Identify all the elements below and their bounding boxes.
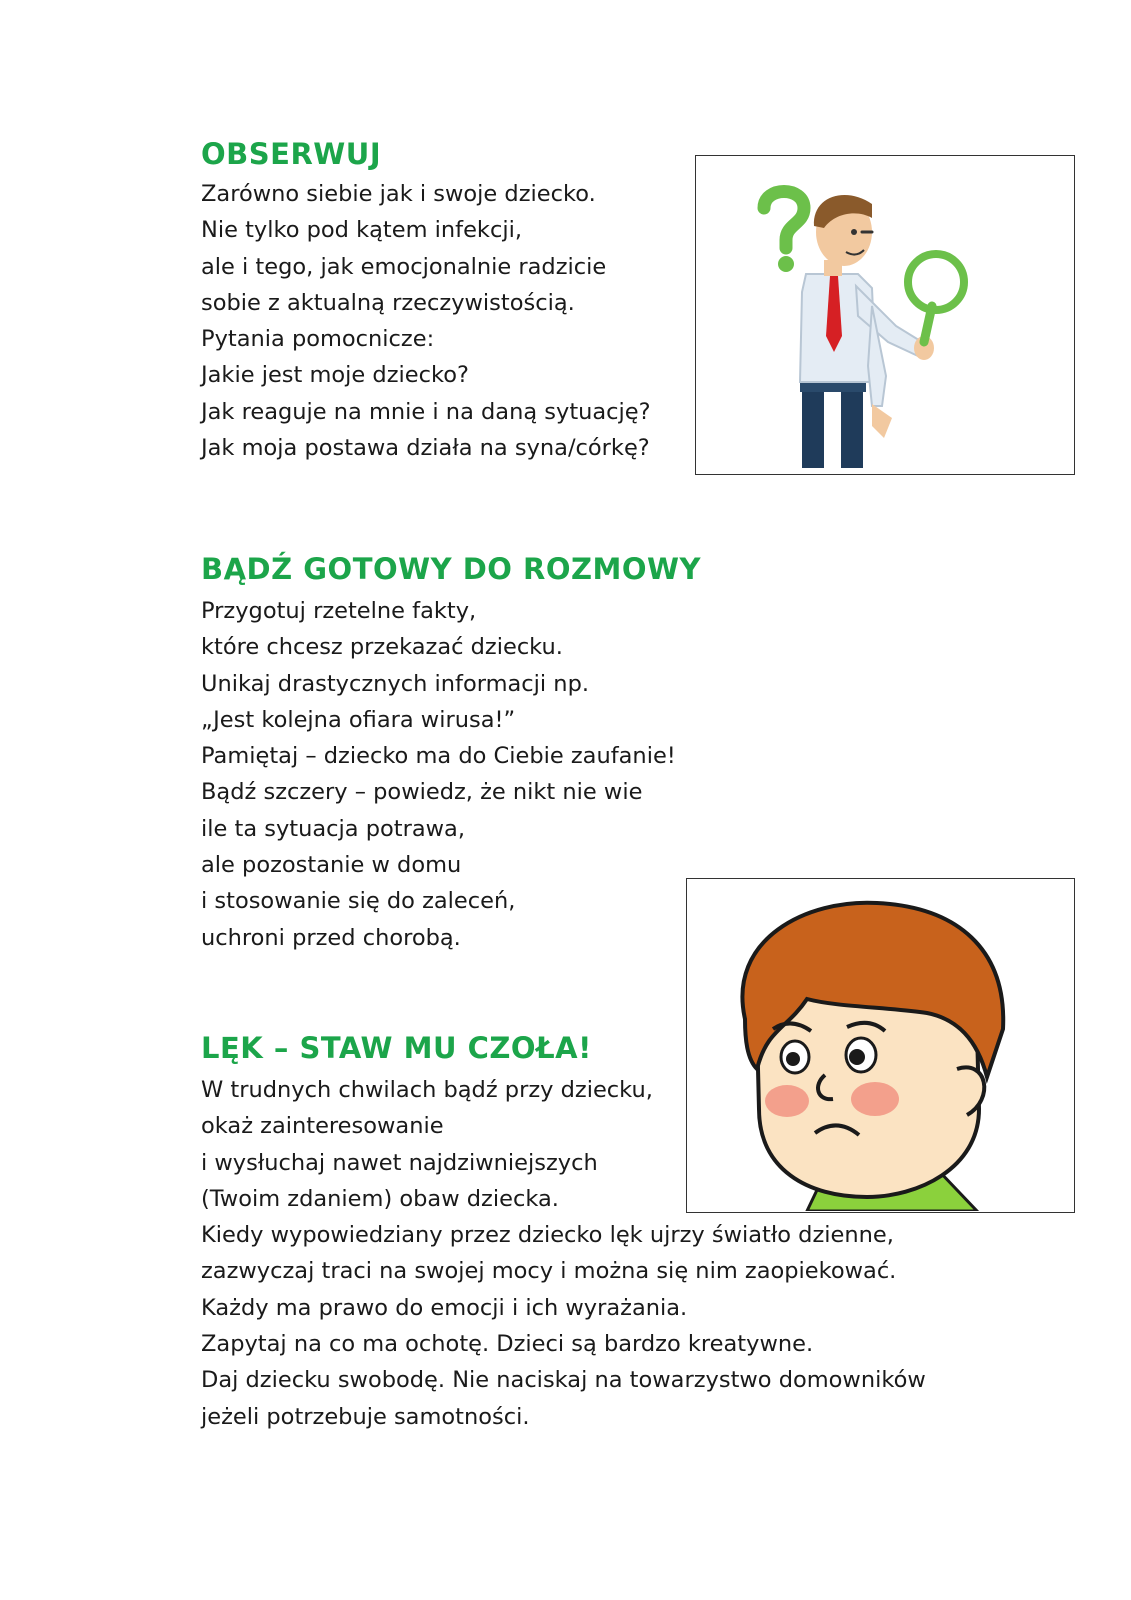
- text-line: ale pozostanie w domu: [201, 852, 462, 879]
- text-line: W trudnych chwilach bądź przy dziecku,: [201, 1077, 653, 1103]
- text-line: okaż zainteresowanie: [201, 1113, 444, 1140]
- section-heading-observe: OBSERWUJ: [201, 137, 382, 171]
- text-line: jeżeli potrzebuje samotności.: [201, 1403, 530, 1430]
- text-line: i stosowanie się do zaleceń,: [201, 888, 516, 915]
- text-line: Nie tylko pod kątem infekcji,: [201, 217, 522, 244]
- text-line: Pytania pomocnicze:: [201, 326, 435, 353]
- text-line: i wysłuchaj nawet najdziwniejszych: [201, 1149, 598, 1176]
- text-line: ile ta sytuacja potrawa,: [201, 815, 465, 842]
- section-text-fear: [201, 1072, 926, 1435]
- text-line: Kiedy wypowiedziany przez dziecko lęk ujrzy światło dzienne,: [201, 1222, 894, 1249]
- text-line: Jak reaguje na mnie i na daną sytuację?: [201, 398, 651, 425]
- text-line: sobie z aktualną rzeczywistością.: [201, 289, 575, 316]
- text-line: zazwyczaj traci na swojej mocy i można się nim zaopiekować.: [201, 1258, 897, 1285]
- text-line: Zapytaj na co ma ochotę. Dzieci są bardzo kreatywne.: [201, 1331, 814, 1358]
- text-line: które chcesz przekazać dziecku.: [201, 634, 563, 661]
- text-line: uchroni przed chorobą.: [201, 924, 461, 951]
- text-line: Zarówno siebie jak i swoje dziecko.: [201, 181, 596, 207]
- text-line: (Twoim zdaniem) obaw dziecka.: [201, 1185, 559, 1212]
- man-with-magnifier-icon: [696, 156, 1073, 473]
- illustration-man-magnifier: [695, 155, 1075, 475]
- section-text-conversation: [201, 593, 676, 956]
- text-line: Jakie jest moje dziecko?: [201, 362, 469, 389]
- text-line: Daj dziecku swobodę. Nie naciskaj na towarzystwo domowników: [201, 1367, 926, 1394]
- text-line: Jak moja postawa działa na syna/córkę?: [201, 435, 650, 462]
- section-text-observe: [201, 176, 651, 466]
- text-line: „Jest kolejna ofiara wirusa!”: [201, 706, 516, 733]
- text-line: Unikaj drastycznych informacji np.: [201, 670, 590, 697]
- text-line: Każdy ma prawo do emocji i ich wyrażania.: [201, 1294, 688, 1321]
- section-heading-conversation: BĄDŹ GOTOWY DO ROZMOWY: [201, 552, 702, 586]
- text-line: Bądź szczery – powiedz, że nikt nie wie: [201, 779, 643, 806]
- text-line: Pamiętaj – dziecko ma do Ciebie zaufanie!: [201, 743, 676, 770]
- section-heading-fear: LĘK – STAW MU CZOŁA!: [201, 1031, 592, 1065]
- text-line: ale i tego, jak emocjonalnie radzicie: [201, 253, 607, 280]
- text-line: Przygotuj rzetelne fakty,: [201, 598, 477, 624]
